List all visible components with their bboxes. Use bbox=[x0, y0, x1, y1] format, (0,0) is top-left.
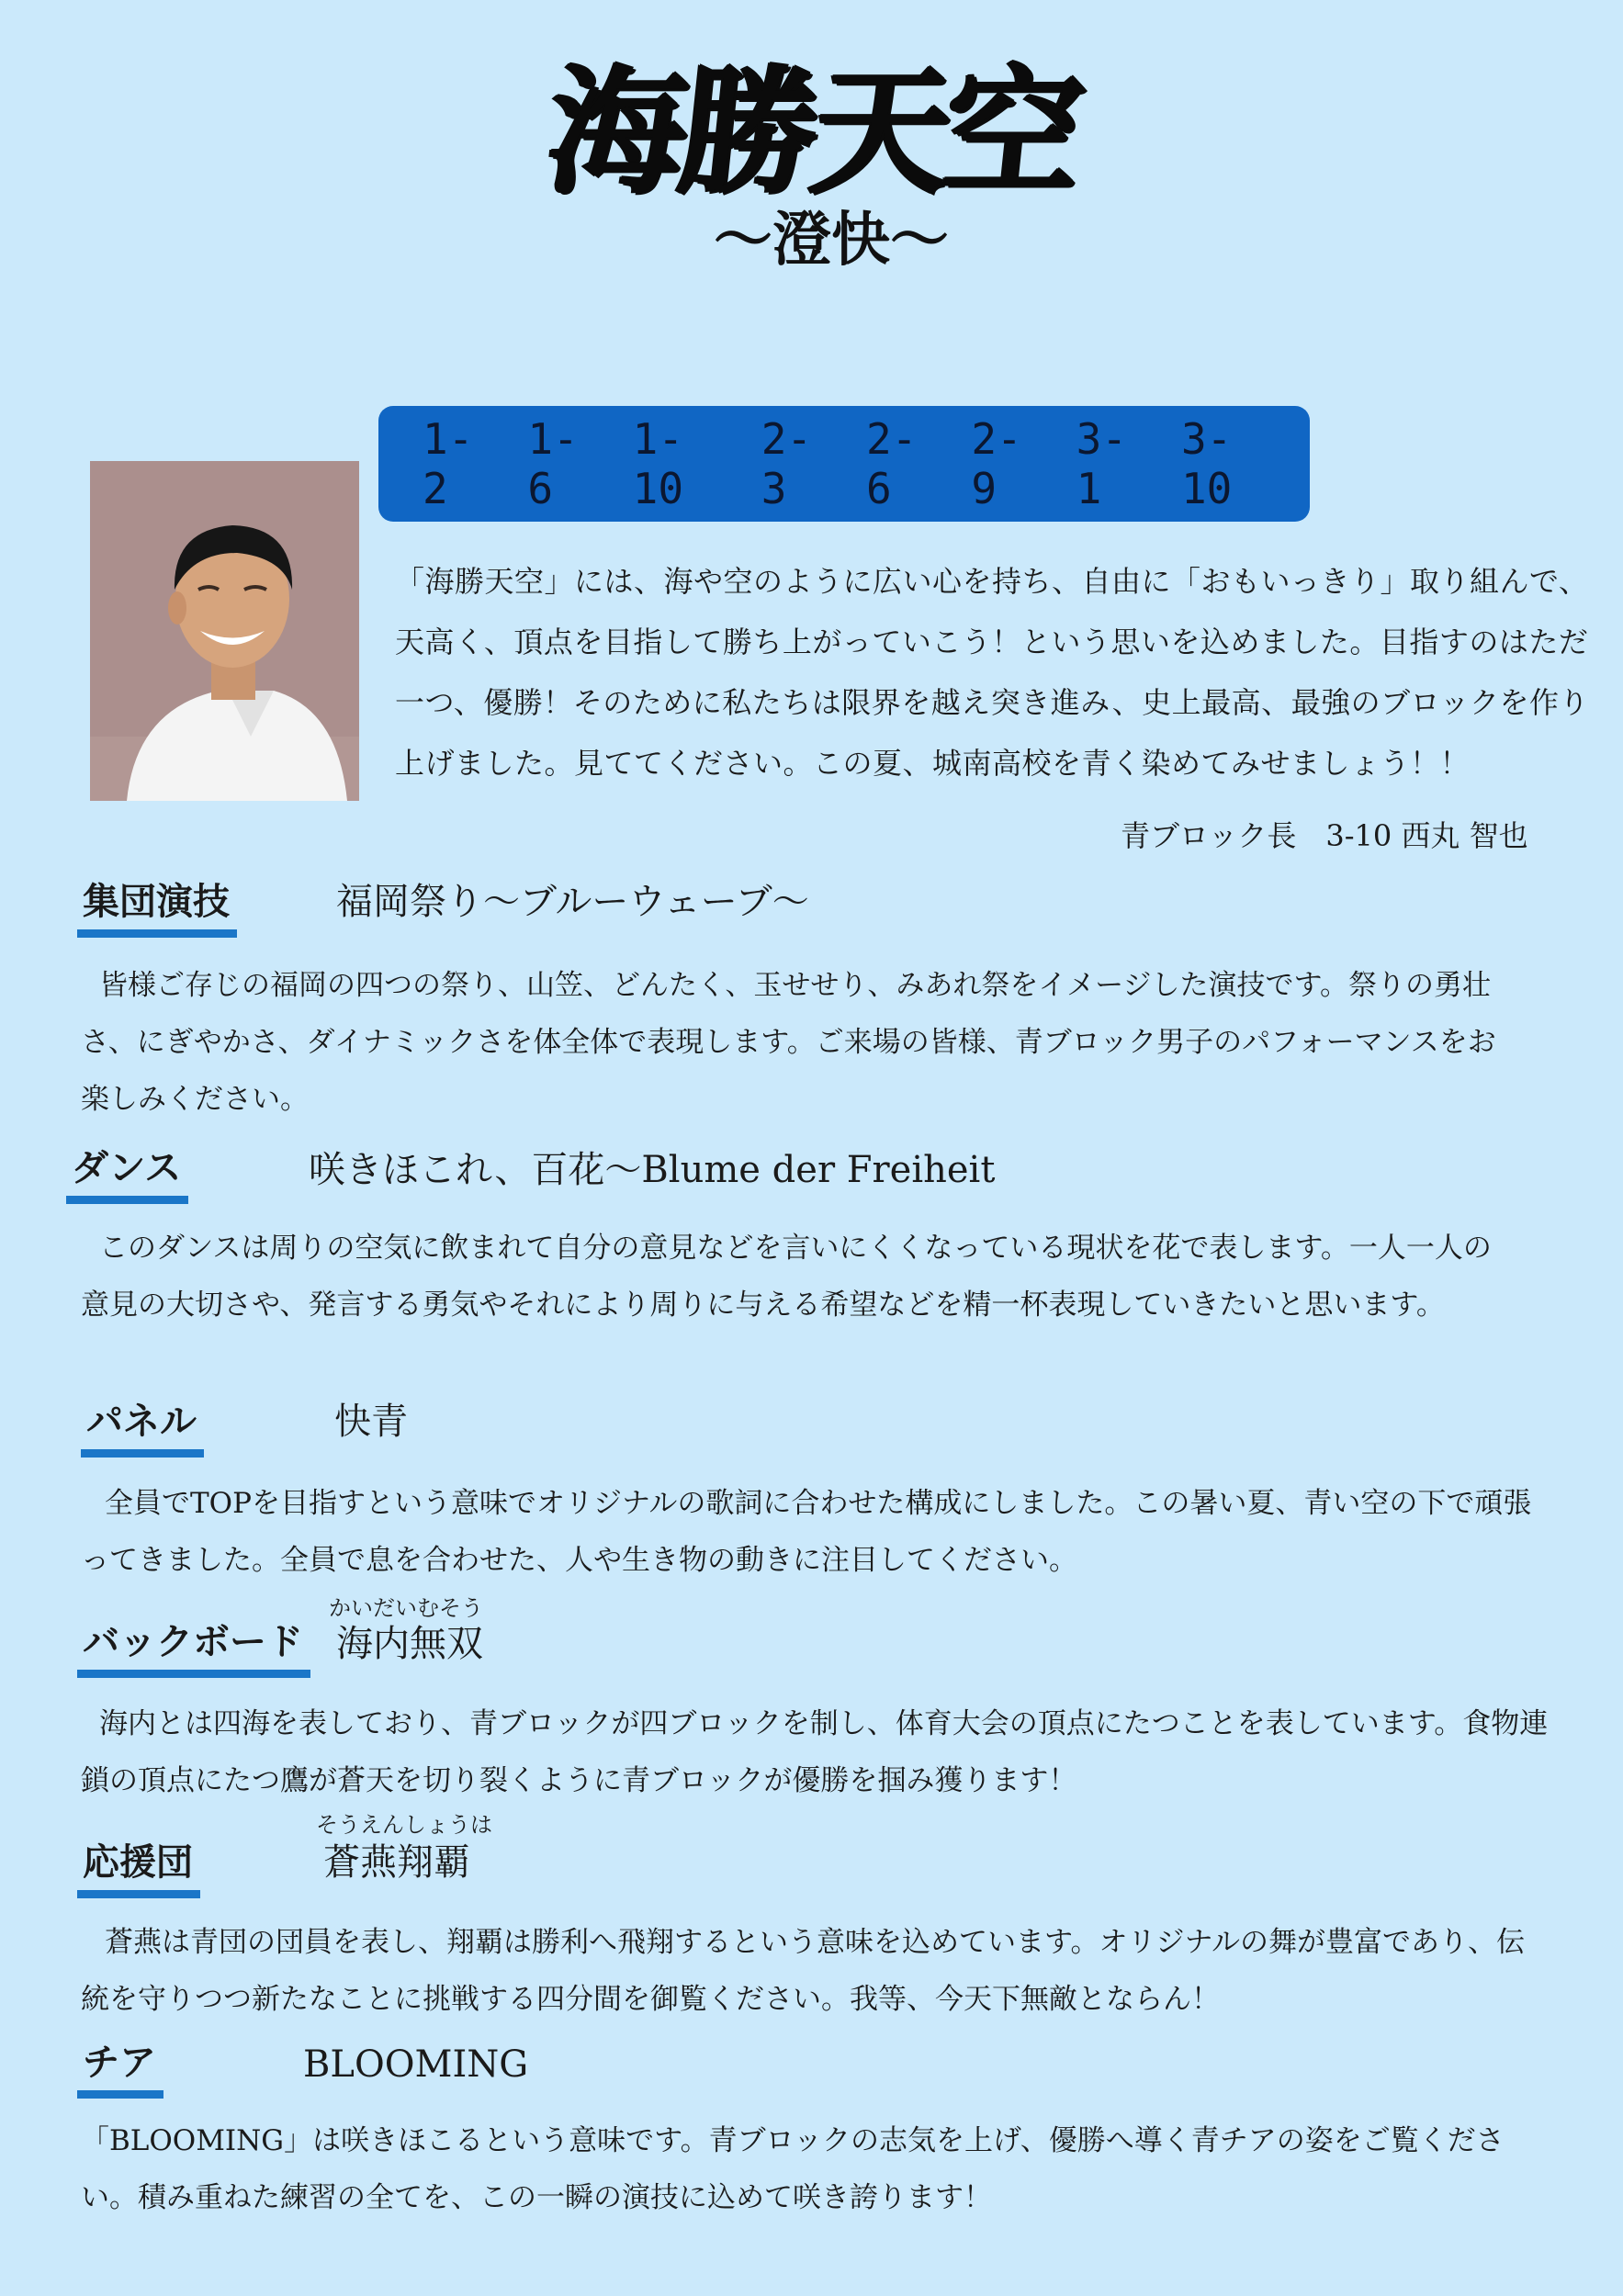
section-ruby: そうえんしょうは bbox=[316, 1812, 492, 1838]
section-cheer-squad-header bbox=[77, 1837, 200, 1898]
sub-title: ～澄快～ bbox=[714, 206, 949, 275]
section-label: パネル bbox=[81, 1396, 204, 1458]
class-item: 1-6 bbox=[527, 414, 579, 513]
section-title: 海内無双 bbox=[336, 1623, 483, 1665]
section-title: 快青 bbox=[334, 1401, 408, 1443]
class-item: 3-10 bbox=[1180, 414, 1233, 513]
section-dance-header bbox=[66, 1142, 188, 1204]
section-title: 咲きほこれ、百花～Blume der Freiheit bbox=[309, 1149, 996, 1191]
class-item: 3-1 bbox=[1076, 414, 1128, 513]
section-title: BLOOMING bbox=[303, 2043, 529, 2086]
section-body: 蒼燕は青団の団員を表し、翔覇は勝利へ飛翔するという意味を込めています。オリジナルの舞が豊富であり、伝統を守りつつ新たなことに挑戦する四分間を御覧ください。我等、今天下無敵とならん！ bbox=[81, 1926, 1525, 2016]
class-list bbox=[423, 414, 1310, 513]
section-panel-header bbox=[81, 1396, 204, 1458]
leader-signature: 青ブロック長 3-10 西丸 智也 bbox=[1121, 818, 1528, 853]
class-item: 1-2 bbox=[423, 414, 474, 513]
section-cheer-header bbox=[77, 2037, 163, 2099]
class-item: 2-3 bbox=[761, 414, 813, 513]
class-item: 2-6 bbox=[866, 414, 918, 513]
section-label: チア bbox=[77, 2037, 163, 2099]
section-body: このダンスは周りの空気に飲まれて自分の意見などを言いにくくなっている現状を花で表します。一人一人の意見の大切さや、発言する勇気やそれにより周りに与える希望などを精一杯表現していきたいと思います。 bbox=[81, 1232, 1492, 1322]
section-body: 全員でTOPを目指すという意味でオリジナルの歌詞に合わせた構成にしました。この暑い夏、青い空の下で頑張ってきました。全員で息を合わせた、人や生き物の動きに注目してください。 bbox=[81, 1487, 1532, 1577]
section-group-performance-header bbox=[77, 876, 237, 938]
section-label: ダンス bbox=[66, 1142, 188, 1204]
section-title: 福岡祭り～ブルーウェーブ～ bbox=[336, 881, 809, 923]
leader-photo bbox=[90, 461, 359, 801]
section-title: 蒼燕翔覇 bbox=[323, 1841, 470, 1884]
section-label: バックボード bbox=[77, 1616, 310, 1678]
section-label: 集団演技 bbox=[77, 876, 237, 938]
section-label: 応援団 bbox=[77, 1837, 200, 1898]
class-item: 2-9 bbox=[971, 414, 1022, 513]
leader-portrait-illustration bbox=[90, 461, 359, 801]
intro-text: 「海勝天空」には、海や空のように広い心を持ち、自由に「おもいっきり」取り組んで、天高く、頂点を目指して勝ち上がっていこう！という思いを込めました。目指すのはただ一つ、優勝！そのために私たちは限界を越え突き進み、史上最高、最強のブロックを作り上げました。見ててください。この夏、城南高校を青く染めてみせましょう！！ bbox=[395, 564, 1590, 781]
class-item: 1-10 bbox=[632, 414, 684, 513]
section-backboard-header bbox=[77, 1616, 310, 1678]
section-body: 皆様ご存じの福岡の四つの祭り、山笠、どんたく、玉せせり、みあれ祭をイメージした演技です。祭りの勇壮さ、にぎやかさ、ダイナミックさを体全体で表現します。ご来場の皆様、青ブロック男子のパフォーマンスをお楽しみください。 bbox=[81, 969, 1496, 1116]
class-list-box bbox=[378, 406, 1310, 522]
section-body: 海内とは四海を表しており、青ブロックが四ブロックを制し、体育大会の頂点にたつことを表しています。食物連鎖の頂点にたつ鷹が蒼天を切り裂くように青ブロックが優勝を掴み獲ります！ bbox=[81, 1707, 1549, 1797]
title-logo bbox=[510, 53, 1116, 283]
section-ruby: かいだいむそう bbox=[329, 1595, 483, 1621]
main-title: 海勝天空 bbox=[539, 51, 1087, 212]
section-body: 「BLOOMING」は咲きほこるという意味です。青ブロックの志気を上げ、優勝へ導く青チアの姿をご覧ください。積み重ねた練習の全てを、この一瞬の演技に込めて咲き誇ります！ bbox=[81, 2124, 1505, 2214]
